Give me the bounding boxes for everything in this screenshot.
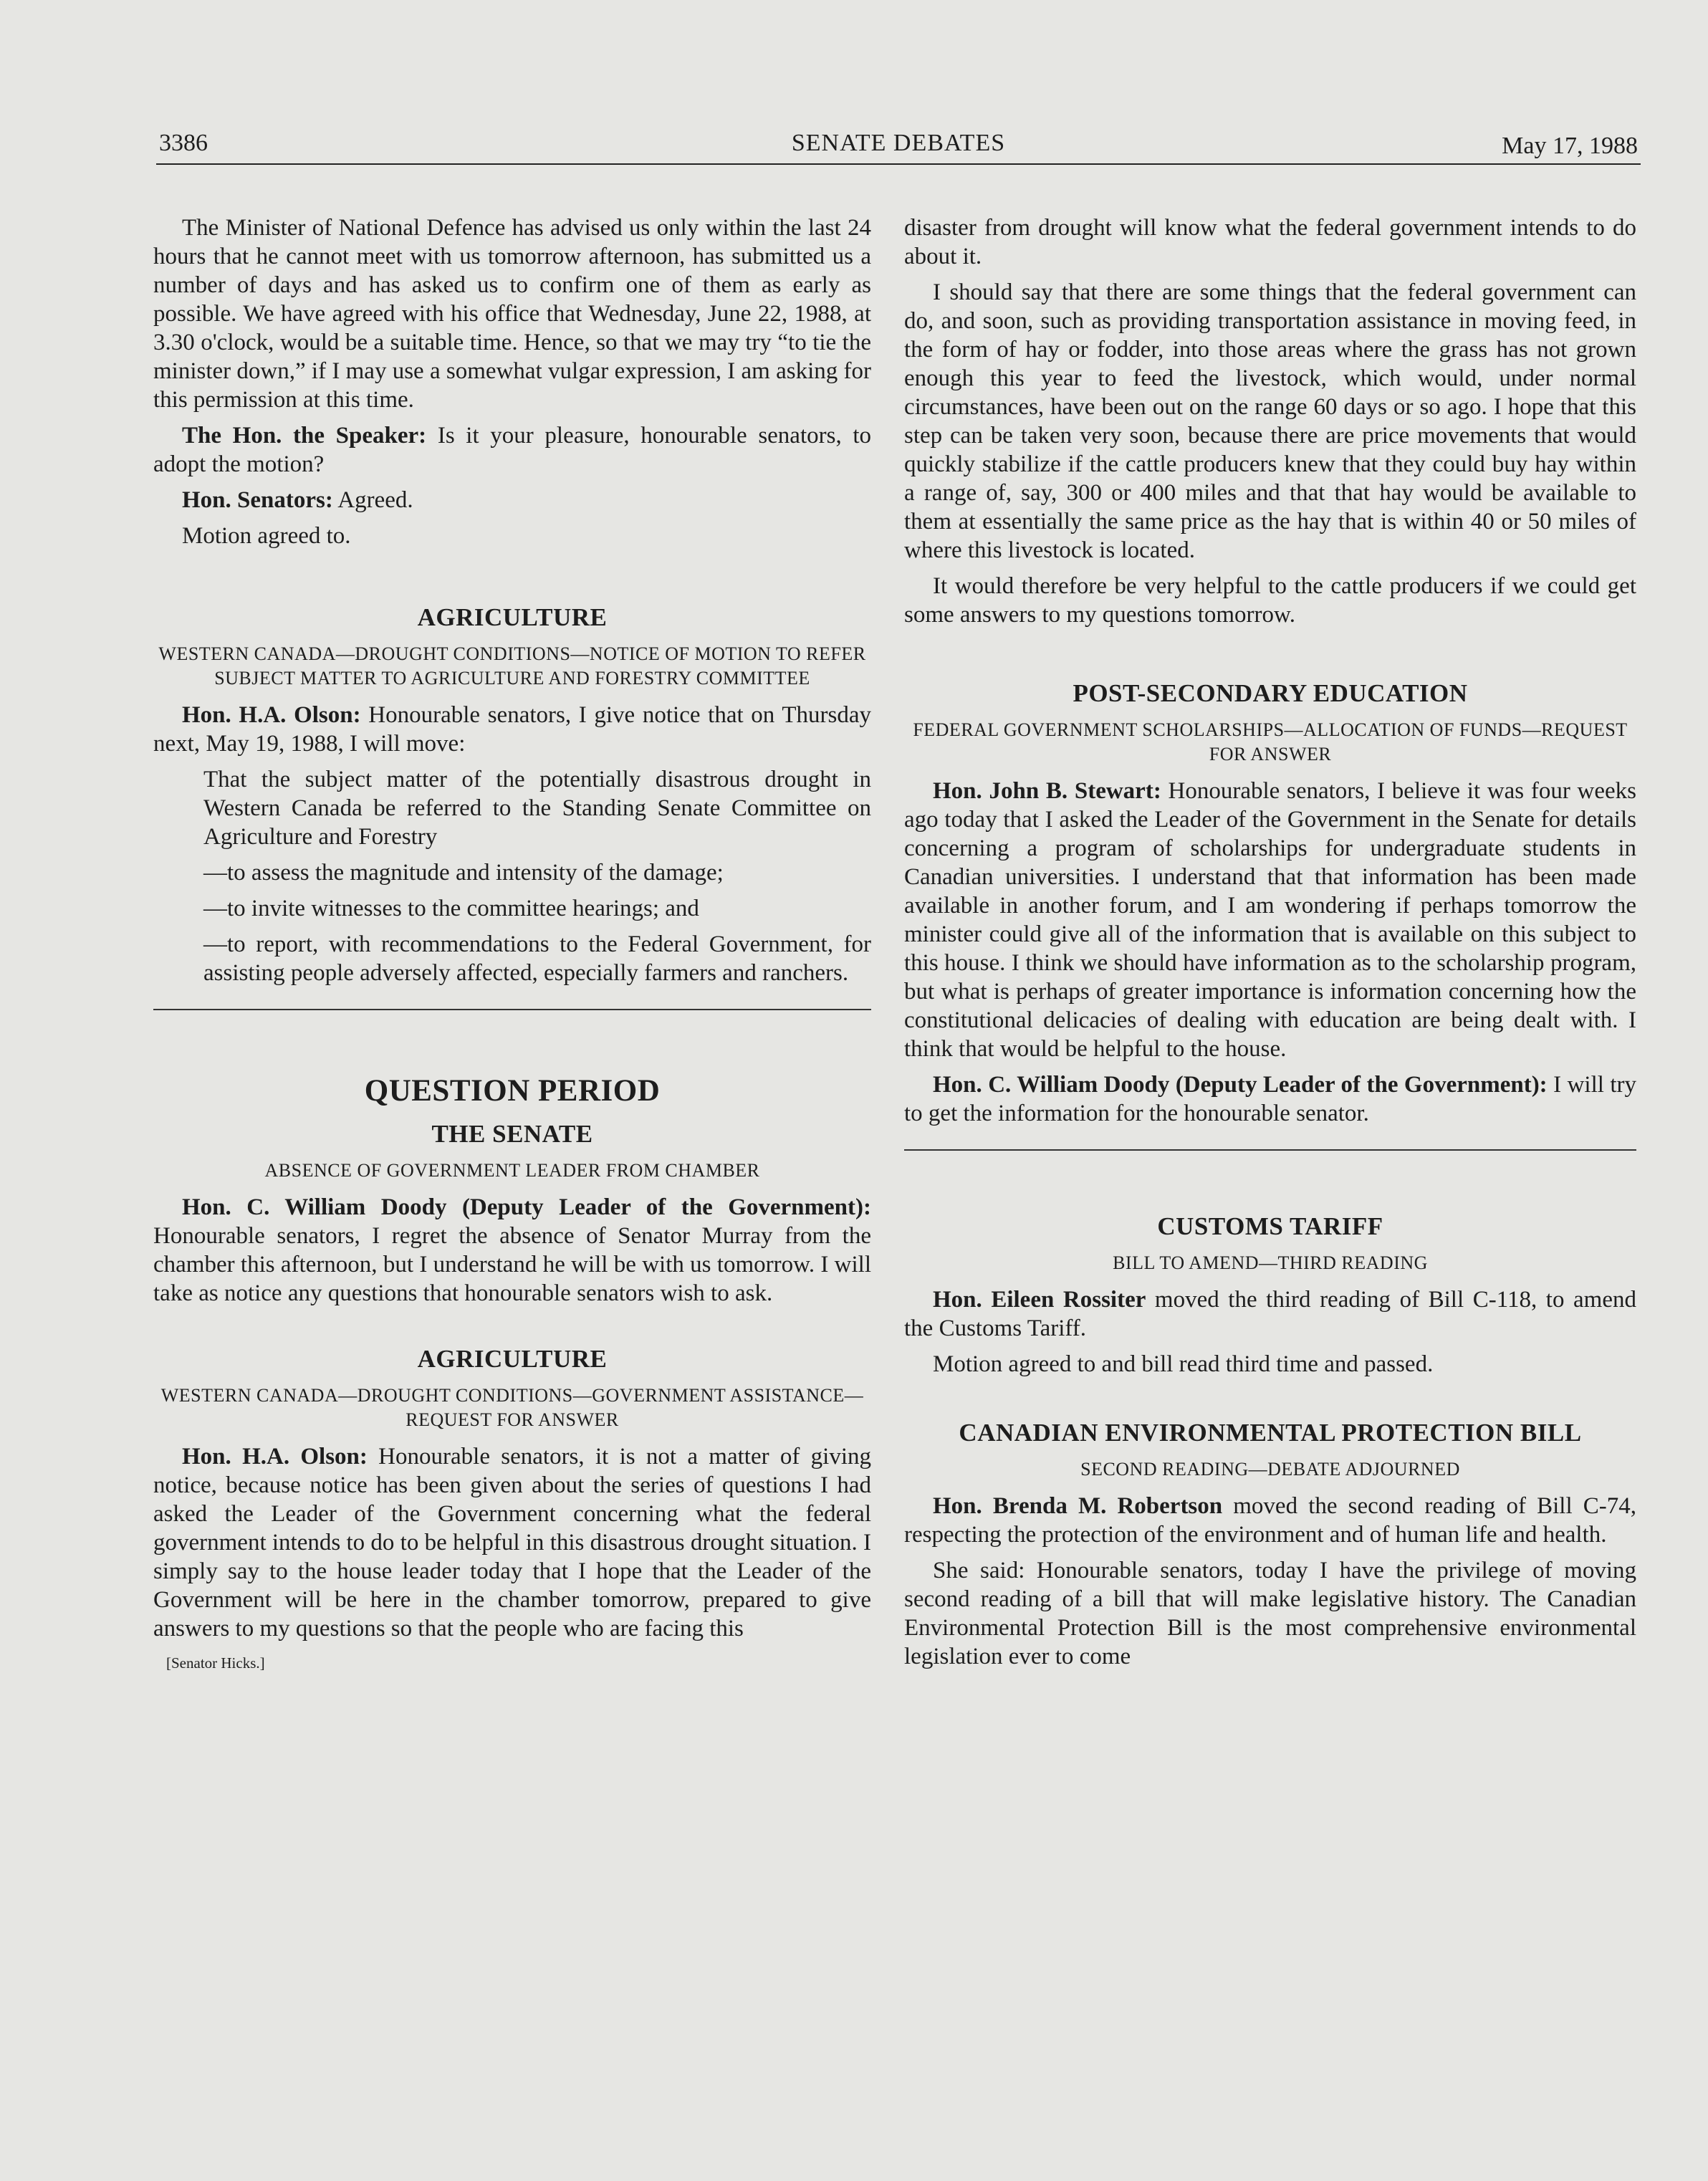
- paragraph: Hon. H.A. Olson: Honourable senators, it is not a matter of giving notice, because notice has been given about the series of questions I had asked the Leader of the Government concerning what the federal government intends to do to be helpful in this disastrous drought situation. I simply say to the house leader today that I hope that the Leader of the Government will be here in the chamber tomorrow, prepared to give answers to my questions so that the people who are facing this: [153, 1444, 871, 1641]
- paragraph: The Minister of National Defence has advised us only within the last 24 hours that he cannot meet with us tomorrow afternoon, has submitted us a number of days and has asked us to confirm one of them as early as possible. We have agreed with his office that Wednesday, June 22, 1988, at 3.30 o'clock, would be a suitable time. Hence, so that we may try “to tie the minister down,” if I may use a somewhat vulgar expression, I am asking for this permission at this time.: [153, 215, 871, 413]
- speaker-name: Hon. Brenda M. Robertson: [933, 1493, 1223, 1519]
- section-subheading: BILL TO AMEND—THIRD READING: [1113, 1252, 1428, 1273]
- page-date: May 17, 1988: [1502, 133, 1638, 159]
- paragraph: Hon. Senators: Agreed.: [182, 487, 413, 513]
- paragraph: The Hon. the Speaker: Is it your pleasure, honourable senators, to adopt the motion?: [153, 423, 872, 477]
- speaker-name: Hon. John B. Stewart:: [933, 778, 1161, 804]
- section-subheading: SECOND READING—DEBATE ADJOURNED: [1080, 1459, 1460, 1480]
- quote-item: —to invite witnesses to the committee hearings; and: [203, 896, 699, 921]
- speaker-name: Hon. C. William Doody (Deputy Leader of the Government):: [933, 1072, 1548, 1098]
- section-heading: AGRICULTURE: [417, 603, 608, 631]
- paragraph: She said: Honourable senators, today I have the privilege of moving second reading of a bill that will make legislative history. The Canadian Environmental Protection Bill is the most comprehensive environmental legislation ever to come: [904, 1558, 1636, 1669]
- motion-quote: [203, 765, 871, 987]
- speaker-name: Hon. H.A. Olson:: [182, 702, 361, 728]
- speaker-name: Hon. Senators:: [182, 487, 333, 513]
- paragraph: Hon. Eileen Rossiter moved the third reading of Bill C-118, to amend the Customs Tariff.: [904, 1287, 1636, 1341]
- paragraph: I should say that there are some things that the federal government can do, and soon, such as providing transportation assistance in moving feed, in the form of hay or fodder, into those areas where the grass has not grown enough this year to feed the livestock, which would, under normal circumstances, have been out on the range 60 days or so ago. I hope that this step can be taken very soon, because there are price movements that would quickly stabilize if the cattle producers knew that they could buy hay within a range of, say, 300 or 400 miles and that that hay would be available to them at essentially the same price as the hay that is within 40 or 50 miles of where this livestock is located.: [904, 279, 1636, 563]
- quote-item: —to report, with recommendations to the Federal Government, for assisting people adversely affected, especially farmers and ranchers.: [203, 931, 871, 986]
- paragraph: It would therefore be very helpful to the cattle producers if we could get some answers to my questions tomorrow.: [904, 573, 1636, 628]
- paragraph: Hon. H.A. Olson: Honourable senators, I give notice that on Thursday next, May 19, 1988, I will move:: [153, 702, 871, 757]
- section-divider: [904, 1149, 1636, 1151]
- page-header: [156, 126, 1641, 165]
- paragraph: Hon. C. William Doody (Deputy Leader of the Government): Honourable senators, I regret the absence of Senator Murray from the chamber this afternoon, but I understand he will be with us tomorrow. I will take as notice any questions that honourable senators wish to ask.: [153, 1194, 871, 1306]
- right-column: [904, 214, 1636, 1678]
- speaker-name: The Hon. the Speaker:: [182, 423, 427, 449]
- section-divider: [153, 1009, 871, 1010]
- paragraph: Hon. John B. Stewart: Honourable senators, I believe it was four weeks ago today that I asked the Leader of the Government in the Senate for details concerning a program of scholarships for undergraduate students in Canadian universities. I understand that that information has been made available in another forum, and I am wondering if perhaps tomorrow the minister could give all of the information that is available on this subject to this house. I think we should have information as to the scholarship program, but what is perhaps of greater importance is information concerning how the constitutional delicacies of dealing with education are being dealt with. I think that would be helpful to the house.: [904, 778, 1637, 1062]
- quote-paragraph: That the subject matter of the potentially disastrous drought in Western Canada be referred to the Standing Senate Committee on Agriculture and Forestry: [203, 767, 871, 850]
- section-heading: POST-SECONDARY EDUCATION: [1073, 679, 1468, 707]
- footer-note: [Senator Hicks.]: [166, 1654, 265, 1672]
- speaker-name: Hon. Eileen Rossiter: [933, 1287, 1146, 1313]
- speaker-name: Hon. C. William Doody (Deputy Leader of the Government):: [182, 1194, 871, 1220]
- running-title: SENATE DEBATES: [791, 130, 1006, 156]
- quote-item: —to assess the magnitude and intensity of the damage;: [203, 860, 724, 886]
- speaker-name: Hon. H.A. Olson:: [182, 1444, 368, 1470]
- section-subheading: WESTERN CANADA—DROUGHT CONDITIONS—GOVERNMENT ASSISTANCE—REQUEST FOR ANSWER: [160, 1385, 864, 1430]
- section-heading: CUSTOMS TARIFF: [1157, 1212, 1383, 1240]
- section-heading: CANADIAN ENVIRONMENTAL PROTECTION BILL: [959, 1419, 1582, 1447]
- section-subheading: ABSENCE OF GOVERNMENT LEADER FROM CHAMBER: [264, 1160, 760, 1181]
- paragraph: disaster from drought will know what the federal government intends to do about it.: [904, 215, 1636, 269]
- page-number: 3386: [159, 130, 208, 156]
- section-heading: THE SENATE: [431, 1120, 593, 1148]
- section-heading: QUESTION PERIOD: [364, 1074, 661, 1108]
- section-subheading: FEDERAL GOVERNMENT SCHOLARSHIPS—ALLOCATION OF FUNDS—REQUEST FOR ANSWER: [913, 719, 1628, 764]
- paragraph: Motion agreed to.: [182, 523, 351, 549]
- left-column: [153, 214, 871, 1672]
- section-heading: AGRICULTURE: [417, 1345, 608, 1373]
- paragraph: Motion agreed to and bill read third time and passed.: [933, 1351, 1434, 1377]
- paragraph: Hon. C. William Doody (Deputy Leader of the Government): I will try to get the information for the honourable senator.: [904, 1072, 1637, 1126]
- section-subheading: WESTERN CANADA—DROUGHT CONDITIONS—NOTICE OF MOTION TO REFER SUBJECT MATTER TO AGRICULTURE AND FORESTRY COMMITTEE: [158, 643, 866, 689]
- paragraph: Hon. Brenda M. Robertson moved the second reading of Bill C-74, respecting the protection of the environment and of human life and health.: [904, 1493, 1637, 1548]
